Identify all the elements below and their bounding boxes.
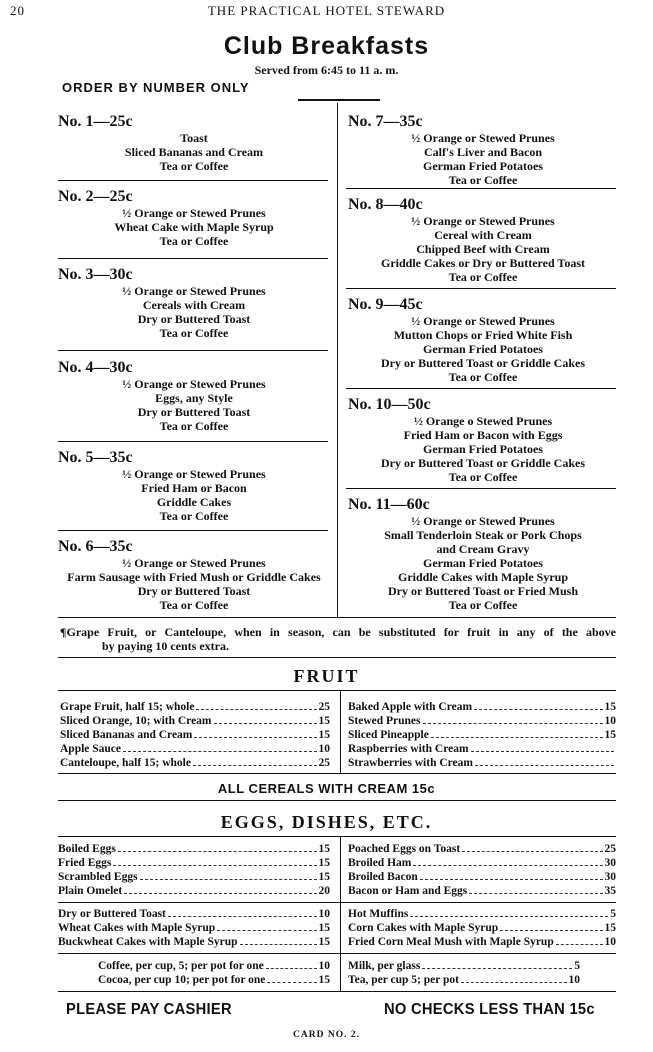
breads-bottom-rule: [58, 953, 616, 954]
combo-item: German Fried Potatoes: [423, 556, 543, 570]
substitution-note: [60, 625, 616, 653]
menu-item-row: [58, 921, 330, 935]
combo-item: Dry or Buttered Toast or Griddle Cakes: [380, 356, 585, 370]
menu-item-row: [60, 700, 330, 714]
combo-label: No. 8—40c: [348, 196, 423, 213]
combo-5: [58, 449, 330, 523]
leader-dots: [196, 700, 316, 710]
beverages-left-list: [58, 959, 330, 987]
combo-separator: [58, 441, 328, 442]
card-number: CARD NO. 2.: [293, 1030, 360, 1040]
leader-dots: [410, 907, 608, 917]
menu-item-price: 10: [318, 743, 330, 755]
menu-item-name: Broiled Bacon: [348, 871, 418, 883]
combo-label: No. 9—45c: [348, 296, 423, 313]
fruit-column-divider: [340, 691, 341, 773]
menu-title: Club Breakfasts: [223, 32, 430, 60]
menu-item-row: [348, 907, 616, 921]
combo-separator: [58, 258, 328, 259]
fruit-bottom-rule: [58, 773, 616, 774]
menu-item-price: 15: [604, 922, 616, 934]
menu-item-name: Tea, per cup 5; per pot: [348, 974, 459, 986]
combo-item: Dry or Buttered Toast: [137, 584, 251, 598]
menu-item-price: 15: [318, 974, 330, 986]
cereals-bottom-rule: [58, 800, 616, 801]
combo-items: [58, 467, 330, 523]
combo-item: Dry or Buttered Toast or Fried Mush: [387, 584, 578, 598]
combo-item: Eggs, any Style: [155, 391, 233, 405]
menu-item-price: 15: [604, 729, 616, 741]
menu-item-name: Poached Eggs on Toast: [348, 843, 461, 855]
combo-10: [348, 396, 618, 484]
menu-item-price: 10: [318, 908, 330, 920]
combo-6: [58, 538, 330, 612]
leader-dots: [140, 870, 317, 880]
menu-item-row: [348, 742, 616, 756]
substitution-note-line1: ¶Grape Fruit, or Canteloupe, when in season, can be substituted for fruit in any of the above: [60, 625, 616, 639]
menu-item-name: Coffee, per cup, 5; per pot for one: [98, 960, 264, 972]
menu-item-row: [58, 842, 330, 856]
combo-items: [348, 314, 618, 384]
combo-item: Small Tenderloin Steak or Pork Chops: [384, 528, 582, 542]
combo-item: Tea or Coffee: [159, 326, 229, 340]
combo-label: No. 10—50c: [348, 396, 431, 413]
menu-item-row: [60, 756, 330, 770]
menu-item-price: 25: [318, 701, 330, 713]
order-instruction: ORDER BY NUMBER ONLY: [62, 80, 250, 95]
menu-item-price: 10: [604, 715, 616, 727]
combo-item: Tea or Coffee: [448, 470, 518, 484]
combo-item: ½ Orange or Stewed Prunes: [122, 377, 266, 391]
menu-item-row: [60, 714, 330, 728]
leader-dots: [413, 856, 602, 866]
leader-dots: [214, 714, 317, 724]
combo-item: Griddle Cakes: [156, 495, 232, 509]
combo-label: No. 7—35c: [348, 113, 423, 130]
combo-separator: [346, 388, 616, 389]
menu-item-name: Canteloupe, half 15; whole: [60, 757, 191, 769]
combo-item: Fried Ham or Bacon with Eggs: [403, 428, 563, 442]
combo-item: ½ Orange or Stewed Prunes: [122, 556, 266, 570]
combo-7: [348, 113, 618, 187]
menu-item-name: Stewed Prunes: [348, 715, 421, 727]
combo-item: ½ Orange o Stewed Prunes: [413, 414, 553, 428]
leader-dots: [266, 959, 317, 969]
leader-dots: [420, 870, 603, 880]
leader-dots: [475, 756, 614, 766]
menu-item-row: [60, 742, 330, 756]
leader-dots: [240, 935, 317, 945]
menu-item-row: [348, 959, 580, 973]
leader-dots: [461, 973, 567, 983]
menu-item-row: [348, 842, 616, 856]
combo-9: [348, 296, 618, 384]
menu-item-price: 20: [318, 885, 330, 897]
running-head: [0, 3, 653, 19]
combo-item: Calf's Liver and Bacon: [423, 145, 543, 159]
combo-3: [58, 266, 330, 340]
menu-item-price: 5: [610, 908, 616, 920]
combo-column-divider: [337, 103, 338, 617]
leader-dots: [123, 742, 316, 752]
menu-item-name: Hot Muffins: [348, 908, 409, 920]
leader-dots: [118, 842, 317, 852]
cereals-line: ALL CEREALS WITH CREAM 15c: [217, 781, 436, 796]
breads-right-list: [348, 907, 616, 949]
menu-item-price: 15: [318, 871, 330, 883]
combo-label: No. 3—30c: [58, 266, 133, 283]
menu-item-price: 10: [604, 936, 616, 948]
combo-item: Dry or Buttered Toast: [137, 312, 251, 326]
leader-dots: [193, 756, 317, 766]
combo-items: [58, 131, 330, 173]
fruit-left-list: [60, 700, 330, 770]
menu-item-name: Sliced Orange, 10; with Cream: [60, 715, 212, 727]
combo-item: ½ Orange or Stewed Prunes: [411, 514, 555, 528]
combo-8: [348, 196, 618, 284]
combo-item: Tea or Coffee: [448, 370, 518, 384]
combo-item: Sliced Bananas and Cream: [124, 145, 264, 159]
combo-item: Wheat Cake with Maple Syrup: [114, 220, 274, 234]
menu-item-name: Apple Sauce: [60, 743, 122, 755]
leader-dots: [500, 921, 602, 931]
leader-dots: [124, 884, 316, 894]
title-rule: [298, 99, 380, 101]
eggs-top-rule: [58, 836, 616, 837]
menu-item-row: [348, 856, 616, 870]
combo-items: [58, 556, 330, 612]
combo-11: [348, 496, 618, 612]
menu-item-row: [348, 935, 616, 949]
combo-separator: [346, 488, 616, 489]
fruit-top-rule: [58, 690, 616, 691]
menu-item-price: 25: [604, 843, 616, 855]
menu-item-name: Baked Apple with Cream: [348, 701, 473, 713]
menu-item-price: 15: [318, 922, 330, 934]
menu-item-name: Dry or Buttered Toast: [58, 908, 166, 920]
beverages-bottom-rule: [58, 991, 616, 992]
combo-item: Farm Sausage with Fried Mush or Griddle Cakes: [67, 570, 321, 584]
menu-item-name: Boiled Eggs: [58, 843, 116, 855]
combo-item: Griddle Cakes with Maple Syrup: [397, 570, 568, 584]
minimum-check-notice: NO CHECKS LESS THAN 15c: [384, 1001, 595, 1018]
combos-bottom-rule: [58, 617, 616, 618]
leader-dots: [471, 742, 614, 752]
combo-item: ½ Orange or Stewed Prunes: [411, 214, 555, 228]
menu-item-name: Strawberries with Cream: [348, 757, 473, 769]
combo-2: [58, 188, 330, 248]
eggs-left-list: [58, 842, 330, 898]
menu-item-price: 15: [318, 729, 330, 741]
menu-item-name: Bacon or Ham and Eggs: [348, 885, 468, 897]
menu-item-row: [58, 870, 330, 884]
leader-dots: [469, 884, 602, 894]
menu-item-row: [58, 935, 330, 949]
beverages-right-list: [348, 959, 580, 987]
breads-left-list: [58, 907, 330, 949]
menu-item-name: Cocoa, per cup 10; per pot for one: [98, 974, 266, 986]
combo-label: No. 2—25c: [58, 188, 133, 205]
menu-item-price: 30: [604, 857, 616, 869]
menu-item-price: 25: [318, 757, 330, 769]
combo-4: [58, 359, 330, 433]
menu-item-row: [58, 973, 330, 987]
combo-item: German Fried Potatoes: [423, 159, 543, 173]
combo-item: Tea or Coffee: [448, 173, 518, 187]
fruit-right-list: [348, 700, 616, 770]
combo-items: [348, 514, 618, 612]
leader-dots: [556, 935, 603, 945]
menu-item-name: Broiled Ham: [348, 857, 412, 869]
combo-item: Tea or Coffee: [448, 270, 518, 284]
combo-item: Dry or Buttered Toast or Griddle Cakes: [380, 456, 585, 470]
combo-1: [58, 113, 330, 173]
combo-item: Toast: [180, 131, 208, 145]
combo-separator: [346, 188, 616, 189]
menu-item-name: Fried Eggs: [58, 857, 112, 869]
eggs-heading: EGGS, DISHES, ETC.: [220, 812, 433, 832]
menu-item-name: Sliced Pineapple: [348, 729, 429, 741]
leader-dots: [217, 921, 316, 931]
combo-item: Tea or Coffee: [159, 234, 229, 248]
menu-item-row: [348, 700, 616, 714]
menu-item-price: 15: [604, 701, 616, 713]
menu-item-name: Buckwheat Cakes with Maple Syrup: [58, 936, 238, 948]
leader-dots: [462, 842, 602, 852]
menu-item-price: 15: [318, 843, 330, 855]
menu-item-row: [348, 714, 616, 728]
menu-item-name: Raspberries with Cream: [348, 743, 469, 755]
eggs-middle-rule: [58, 902, 616, 903]
menu-item-row: [348, 973, 580, 987]
combo-separator: [58, 350, 328, 351]
combo-item: Tea or Coffee: [159, 598, 229, 612]
combo-item: Tea or Coffee: [448, 598, 518, 612]
menu-item-name: Plain Omelet: [58, 885, 123, 897]
combo-items: [348, 214, 618, 284]
menu-item-row: [58, 884, 330, 898]
leader-dots: [474, 700, 602, 710]
menu-item-row: [348, 870, 616, 884]
note-bottom-rule: [58, 657, 616, 658]
menu-item-row: [348, 756, 616, 770]
menu-item-price: 10: [568, 974, 580, 986]
combo-item: ½ Orange or Stewed Prunes: [411, 314, 555, 328]
combo-item: Cereals with Cream: [142, 298, 246, 312]
leader-dots: [423, 714, 603, 724]
pay-cashier-notice: PLEASE PAY CASHIER: [66, 1001, 232, 1018]
combo-label: No. 1—25c: [58, 113, 133, 130]
fruit-heading: FRUIT: [293, 666, 360, 686]
combo-items: [348, 131, 618, 187]
combo-item: Cereal with Cream: [434, 228, 532, 242]
combo-items: [58, 284, 330, 340]
menu-item-name: Corn Cakes with Maple Syrup: [348, 922, 499, 934]
leader-dots: [194, 728, 316, 738]
combo-item: ½ Orange or Stewed Prunes: [122, 206, 266, 220]
leader-dots: [422, 959, 572, 969]
combo-item: Dry or Buttered Toast: [137, 405, 251, 419]
combo-item: ½ Orange or Stewed Prunes: [122, 467, 266, 481]
menu-item-price: 15: [318, 715, 330, 727]
combo-label: No. 5—35c: [58, 449, 133, 466]
combo-items: [348, 414, 618, 484]
menu-item-name: Wheat Cakes with Maple Syrup: [58, 922, 216, 934]
combo-label: No. 4—30c: [58, 359, 133, 376]
combo-item: Tea or Coffee: [159, 159, 229, 173]
eggs-column-divider: [340, 837, 341, 992]
combo-item: Tea or Coffee: [159, 419, 229, 433]
running-title: THE PRACTICAL HOTEL STEWARD: [207, 3, 446, 18]
menu-item-row: [348, 884, 616, 898]
menu-item-price: 5: [574, 960, 580, 972]
combo-item: Tea or Coffee: [159, 509, 229, 523]
eggs-right-list: [348, 842, 616, 898]
menu-item-price: 15: [318, 857, 330, 869]
leader-dots: [168, 907, 317, 917]
menu-item-row: [58, 856, 330, 870]
page-number: 20: [10, 3, 25, 18]
menu-item-row: [348, 921, 616, 935]
combo-item: Mutton Chops or Fried White Fish: [393, 328, 573, 342]
leader-dots: [267, 973, 316, 983]
menu-item-price: 15: [318, 936, 330, 948]
combo-label: No. 11—60c: [348, 496, 430, 513]
menu-item-price: 30: [604, 871, 616, 883]
menu-item-name: Grape Fruit, half 15; whole: [60, 701, 195, 713]
menu-item-price: 35: [604, 885, 616, 897]
substitution-note-line2: by paying 10 cents extra.: [102, 639, 229, 653]
combo-items: [58, 206, 330, 248]
leader-dots: [113, 856, 316, 866]
combo-item: German Fried Potatoes: [423, 342, 543, 356]
combo-item: Chipped Beef with Cream: [416, 242, 550, 256]
menu-item-price: 10: [318, 960, 330, 972]
combo-item: Griddle Cakes or Dry or Buttered Toast: [380, 256, 585, 270]
menu-item-row: [58, 959, 330, 973]
menu-item-row: [348, 728, 616, 742]
menu-item-row: [58, 907, 330, 921]
menu-item-name: Scrambled Eggs: [58, 871, 138, 883]
leader-dots: [431, 728, 603, 738]
combo-item: ½ Orange or Stewed Prunes: [411, 131, 555, 145]
combo-item: and Cream Gravy: [436, 542, 530, 556]
menu-item-name: Fried Corn Meal Mush with Maple Syrup: [348, 936, 554, 948]
combo-separator: [58, 530, 328, 531]
menu-item-row: [60, 728, 330, 742]
combo-item: Fried Ham or Bacon: [141, 481, 247, 495]
combo-separator: [346, 288, 616, 289]
served-hours: Served from 6:45 to 11 a. m.: [254, 63, 399, 77]
combo-separator: [58, 180, 328, 181]
combo-items: [58, 377, 330, 433]
combo-item: German Fried Potatoes: [423, 442, 543, 456]
menu-item-name: Milk, per glass: [348, 960, 421, 972]
combo-item: ½ Orange or Stewed Prunes: [122, 284, 266, 298]
combo-label: No. 6—35c: [58, 538, 133, 555]
menu-item-name: Sliced Bananas and Cream: [60, 729, 193, 741]
